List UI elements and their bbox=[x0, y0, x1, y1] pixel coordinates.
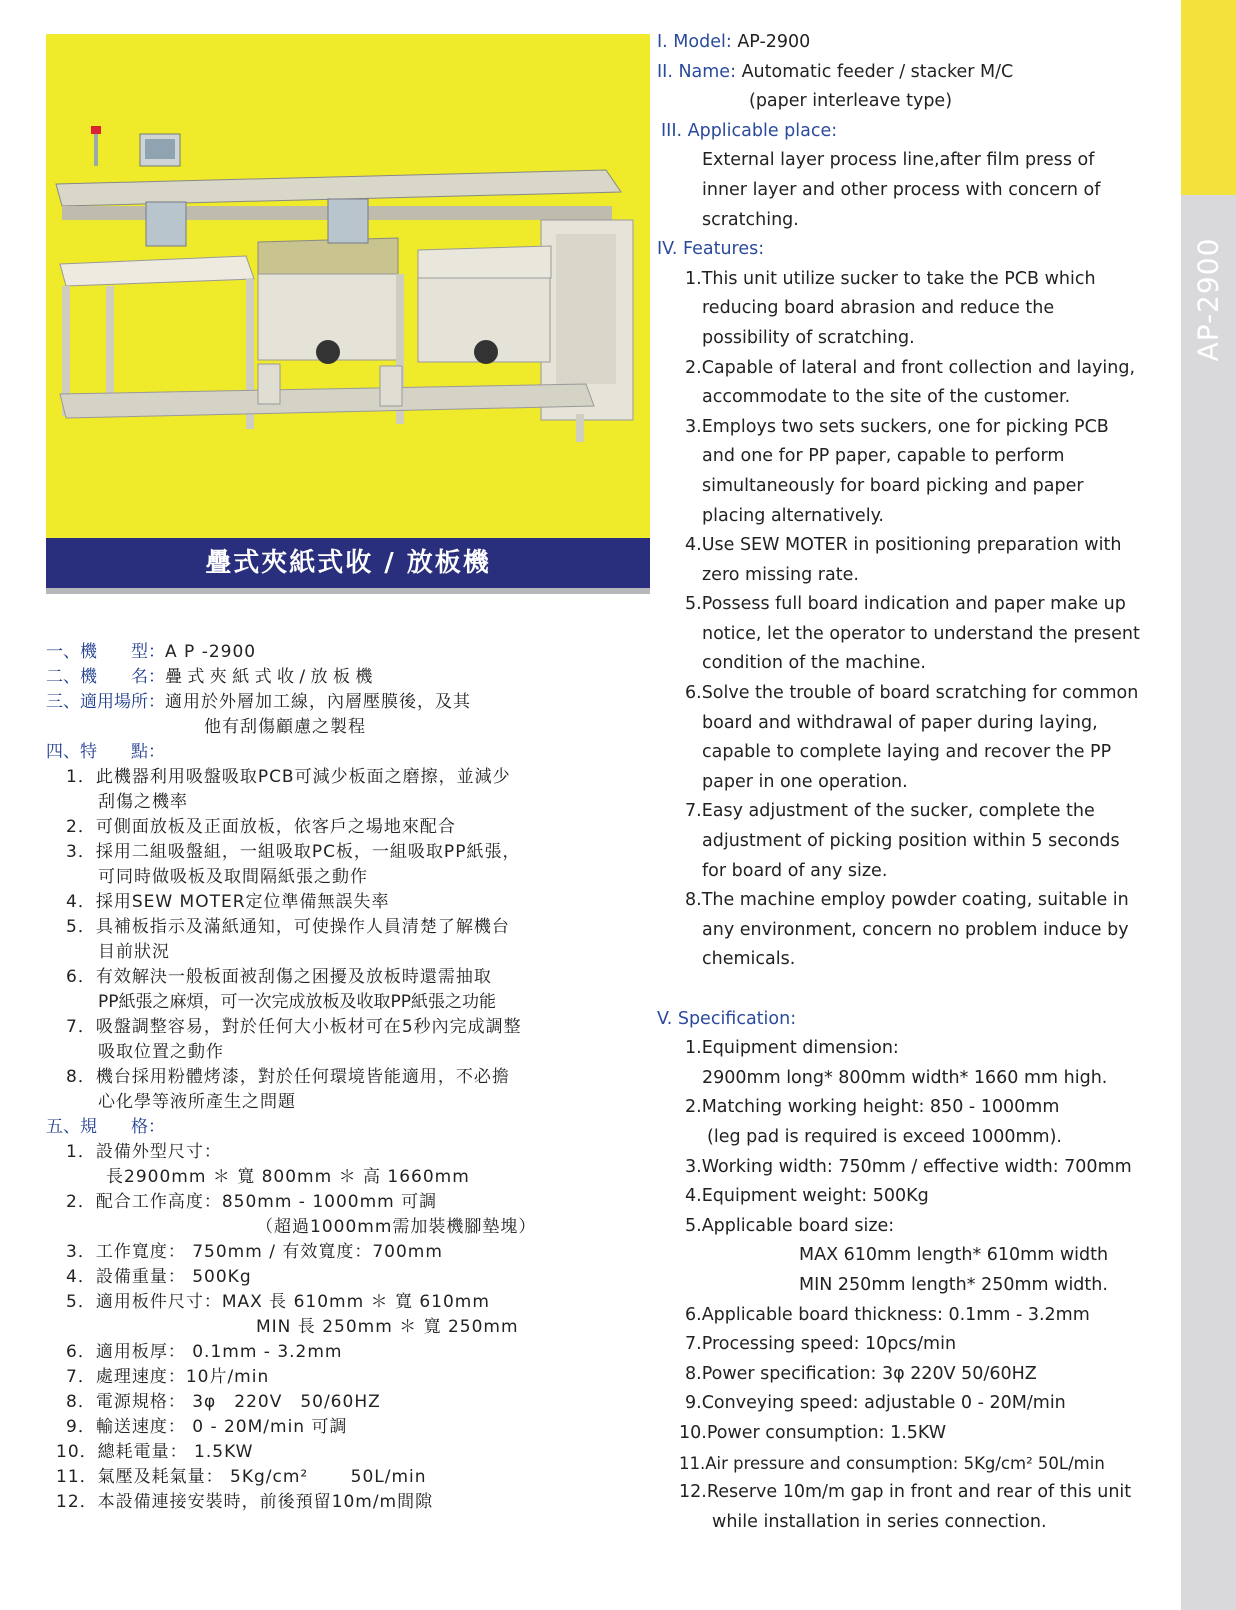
zh-spec-item: 3．工作寬度： 750mm / 有效寬度：700mm bbox=[66, 1242, 443, 1262]
en-feature-item-cont: possibility of scratching. bbox=[702, 327, 915, 348]
zh-feature-item: 3．採用二組吸盤組，一組吸取PC板，一組吸取PP紙張， bbox=[66, 842, 521, 862]
zh-place-row bbox=[46, 690, 656, 715]
en-spec-label: V. Specification: bbox=[657, 1008, 797, 1029]
zh-feature-item-cont: 可同時做吸板及取間隔紙張之動作 bbox=[98, 867, 368, 887]
en-feature-item: 6.Solve the trouble of board scratching for common bbox=[685, 683, 1139, 704]
en-feature-item-cont: notice, let the operator to understand the present bbox=[702, 623, 1140, 644]
en-spacer bbox=[657, 975, 1177, 1005]
zh-spec-item: 12．本設備連接安裝時，前後預留10m/m間隙 bbox=[56, 1492, 434, 1512]
en-feature-item-cont: paper in one operation. bbox=[702, 771, 908, 792]
zh-spec-item: 9．輸送速度： 0 - 20M/min 可調 bbox=[66, 1417, 348, 1437]
zh-feature-item: 2．可側面放板及正面放板，依客戶之場地來配合 bbox=[66, 817, 456, 837]
en-spec-item: 5.Applicable board size: bbox=[685, 1215, 895, 1236]
zh-place-row-cont bbox=[46, 715, 656, 740]
zh-feature-item-cont: 目前狀況 bbox=[98, 942, 170, 962]
zh-spec-item-cont: MIN 長 250mm ＊ 寬 250mm bbox=[256, 1317, 519, 1337]
zh-model-value: A P -2900 bbox=[165, 642, 257, 662]
en-spec-item-cont: MAX 610mm length* 610mm width bbox=[799, 1245, 1109, 1266]
en-spec-item: 1.Equipment dimension: bbox=[685, 1038, 899, 1059]
zh-feature-item: 1．此機器利用吸盤吸取PCB可減少板面之磨擦，並減少 bbox=[66, 767, 511, 787]
zh-spec-column bbox=[46, 640, 656, 1515]
en-spec-item: 3.Working width: 750mm / effective width: 700mm bbox=[685, 1156, 1132, 1177]
zh-spec-item: 8．電源規格： 3φ 220V 50/60HZ bbox=[66, 1392, 381, 1412]
en-feature-item: 2.Capable of lateral and front collection and laying, bbox=[685, 357, 1136, 378]
en-place-line: scratching. bbox=[702, 209, 799, 230]
en-spec-item: 10.Power consumption: 1.5KW bbox=[679, 1422, 947, 1443]
en-feature-item-cont: placing alternatively. bbox=[702, 505, 884, 526]
side-tab bbox=[1181, 0, 1236, 1610]
en-feature-item-cont: reducing board abrasion and reduce the bbox=[702, 298, 1055, 319]
zh-feature-item-cont: 吸取位置之動作 bbox=[98, 1042, 224, 1062]
zh-feature-item: 8．機台採用粉體烤漆，對於任何環境皆能適用，不必擔 bbox=[66, 1067, 510, 1087]
zh-spec-label: 五、規 格： bbox=[46, 1117, 165, 1137]
en-feature-item-cont: and one for PP paper, capable to perform bbox=[702, 446, 1065, 467]
en-spec-item: 6.Applicable board thickness: 0.1mm - 3.2mm bbox=[685, 1304, 1090, 1325]
zh-place-line: 適用於外層加工線，內層壓膜後，及其 bbox=[165, 692, 471, 712]
en-feature-item-cont: any environment, concern no problem induce by bbox=[702, 919, 1129, 940]
en-spec-item: 9.Conveying speed: adjustable 0 - 20M/min bbox=[685, 1393, 1066, 1414]
en-spec-column bbox=[657, 28, 1177, 1537]
product-photo bbox=[46, 34, 650, 538]
en-model-value: AP-2900 bbox=[737, 32, 811, 52]
en-feature-item: 5.Possess full board indication and paper make up bbox=[685, 594, 1126, 615]
en-feature-item-cont: zero missing rate. bbox=[702, 564, 859, 585]
en-feature-item: 3.Employs two sets suckers, one for picking PCB bbox=[685, 416, 1109, 437]
zh-spec-item: 5．適用板件尺寸：MAX 長 610mm ＊ 寬 610mm bbox=[66, 1292, 490, 1312]
photo-caption: 疊式夾紙式收 / 放板機 bbox=[46, 538, 650, 588]
zh-features-label: 四、特 點： bbox=[46, 742, 165, 762]
zh-spec-item: 2．配合工作高度：850mm - 1000mm 可調 bbox=[66, 1192, 438, 1212]
en-spec-item-cont: 2900mm long* 800mm width* 1660 mm high. bbox=[702, 1067, 1108, 1088]
machine-illustration bbox=[46, 34, 650, 538]
en-feature-item-cont: simultaneously for board picking and paper bbox=[702, 475, 1084, 496]
zh-spec-item: 7．處理速度：10片/min bbox=[66, 1367, 270, 1387]
en-feature-item-cont: accommodate to the site of the customer. bbox=[702, 387, 1071, 408]
zh-feature-item: 6．有效解決一般板面被刮傷之困擾及放板時還需抽取 bbox=[66, 967, 492, 987]
zh-spec-item: 1．設備外型尺寸： bbox=[66, 1142, 222, 1162]
zh-place-label: 三、適用場所： bbox=[46, 692, 165, 712]
en-feature-item-cont: board and withdrawal of paper during laying, bbox=[702, 712, 1098, 733]
zh-feature-item-cont: 刮傷之機率 bbox=[98, 792, 188, 812]
zh-spec-item: 6．適用板厚： 0.1mm - 3.2mm bbox=[66, 1342, 343, 1362]
en-feature-item: 4.Use SEW MOTER in positioning preparation with bbox=[685, 535, 1122, 556]
zh-spec-item: 10．總耗電量： 1.5KW bbox=[56, 1442, 254, 1462]
zh-spec-item: 4．設備重量： 500Kg bbox=[66, 1267, 252, 1287]
en-features-label: IV. Features: bbox=[657, 239, 765, 260]
en-place-line: External layer process line,after film press of bbox=[702, 150, 1095, 171]
en-feature-item-cont: capable to complete laying and recover the PP bbox=[702, 742, 1112, 763]
en-spec-item-cont: MIN 250mm length* 250mm width. bbox=[799, 1274, 1108, 1295]
en-feature-item: 1.This unit utilize sucker to take the PCB which bbox=[685, 268, 1096, 289]
en-place-line: inner layer and other process with concern of bbox=[702, 179, 1101, 200]
en-model-row bbox=[657, 28, 1177, 58]
zh-name-label: 二、機 名： bbox=[46, 667, 165, 687]
en-name-row bbox=[657, 58, 1177, 88]
en-feature-item: 8.The machine employ powder coating, suitable in bbox=[685, 890, 1129, 911]
en-model-label: I. Model: bbox=[657, 32, 732, 52]
en-spec-item: 7.Processing speed: 10pcs/min bbox=[685, 1334, 957, 1355]
en-spec-item-cont: (leg pad is required is exceed 1000mm). bbox=[707, 1126, 1062, 1147]
zh-model-row bbox=[46, 640, 656, 665]
en-feature-item-cont: for board of any size. bbox=[702, 860, 888, 881]
zh-spec-item-cont: 長2900mm ＊ 寬 800mm ＊ 高 1660mm bbox=[106, 1167, 470, 1187]
en-spec-item: 4.Equipment weight: 500Kg bbox=[685, 1186, 929, 1207]
zh-feature-item: 5．具補板指示及滿紙通知，可使操作人員清楚了解機台 bbox=[66, 917, 510, 937]
en-spec-item: 12.Reserve 10m/m gap in front and rear of this unit bbox=[679, 1482, 1132, 1503]
en-feature-item-cont: chemicals. bbox=[702, 949, 796, 970]
zh-feature-item-cont: 心化學等液所產生之問題 bbox=[98, 1092, 296, 1112]
en-spec-item: 2.Matching working height: 850 - 1000mm bbox=[685, 1097, 1060, 1118]
en-spec-item-cont: while installation in series connection. bbox=[712, 1511, 1047, 1532]
en-name-sub: (paper interleave type) bbox=[749, 91, 953, 112]
en-feature-item-cont: adjustment of picking position within 5 seconds bbox=[702, 831, 1120, 852]
zh-feature-item: 4．採用SEW MOTER定位準備無誤失率 bbox=[66, 892, 390, 912]
caption-shadow bbox=[46, 588, 650, 594]
en-name-value: Automatic feeder / stacker M/C bbox=[741, 61, 1014, 82]
en-name-label: II. Name: bbox=[657, 61, 736, 82]
en-feature-item-cont: condition of the machine. bbox=[702, 653, 926, 674]
side-tab-label: AP-2900 bbox=[1191, 237, 1225, 362]
en-feature-item: 7.Easy adjustment of the sucker, complete the bbox=[685, 801, 1095, 822]
zh-place-line: 他有刮傷顧慮之製程 bbox=[204, 717, 366, 737]
side-tab-accent bbox=[1181, 0, 1236, 195]
zh-name-row bbox=[46, 665, 656, 690]
zh-spec-item: 11．氣壓及耗氣量： 5Kg/cm² 50L/min bbox=[56, 1467, 427, 1487]
zh-feature-item: 7．吸盤調整容易，對於任何大小板材可在5秒內完成調整 bbox=[66, 1017, 522, 1037]
zh-spec-item-cont: （超過1000mm需加裝機腳墊塊） bbox=[256, 1217, 537, 1237]
en-spec-item: 11.Air pressure and consumption: 5Kg/cm² 50L/min bbox=[679, 1453, 1105, 1473]
en-place-label: III. Applicable place: bbox=[661, 120, 838, 141]
zh-model-label: 一、機 型： bbox=[46, 642, 165, 662]
en-spec-item: 8.Power specification: 3φ 220V 50/60HZ bbox=[685, 1363, 1037, 1384]
zh-name-value: 疊 式 夾 紙 式 收 / 放 板 機 bbox=[165, 667, 373, 687]
zh-feature-item-cont: PP紙張之麻煩，可一次完成放板及收取PP紙張之功能 bbox=[98, 992, 497, 1012]
